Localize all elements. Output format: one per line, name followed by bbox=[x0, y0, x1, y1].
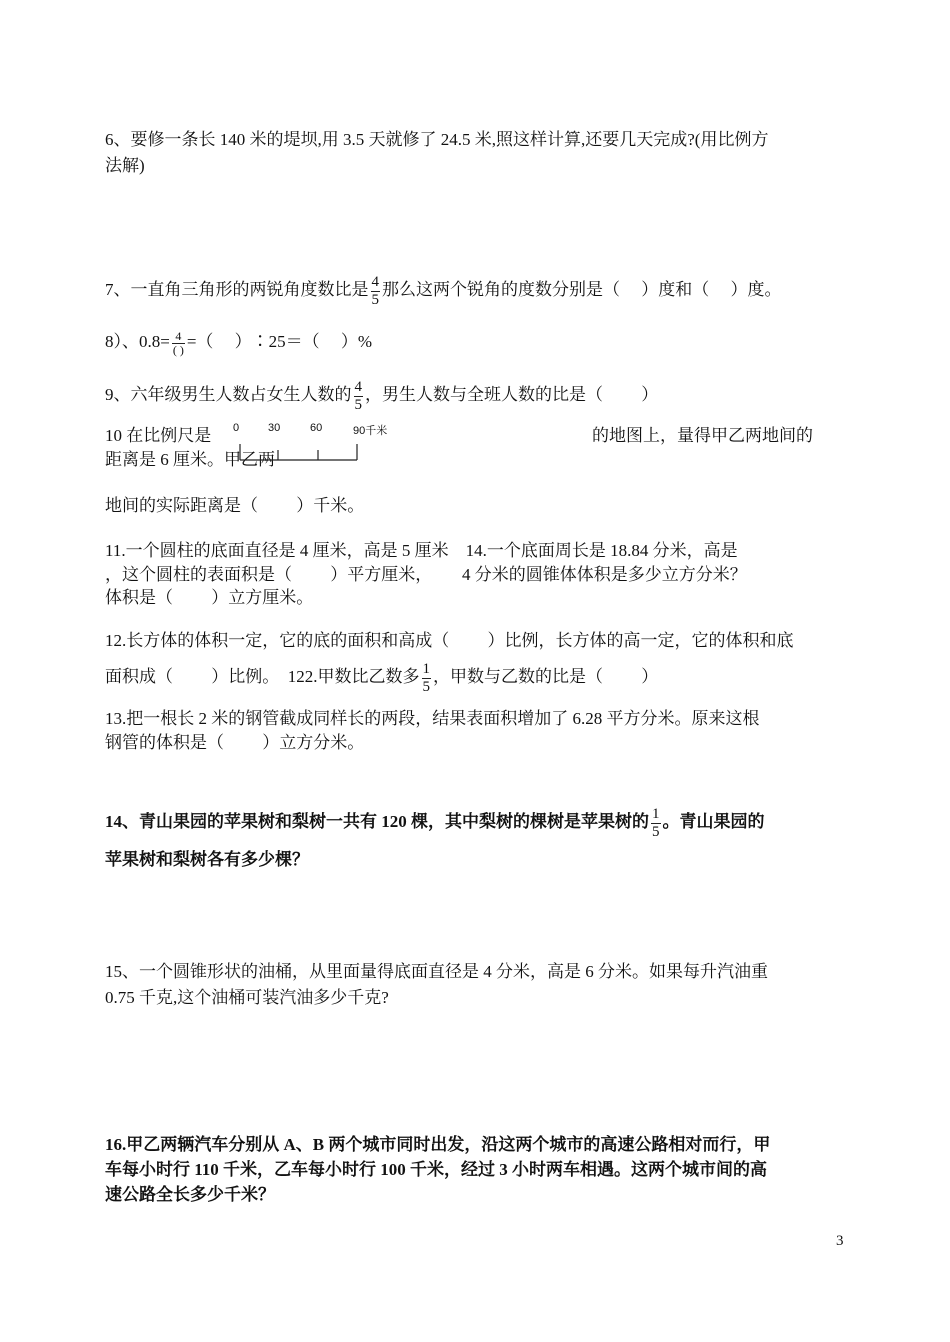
q7-text-before: 7、一直角三角形的两锐角度数比是 bbox=[105, 280, 369, 299]
q7-frac-den: 5 bbox=[371, 291, 379, 308]
q10-suffix: 的地图上，量得甲乙两地间的 bbox=[592, 426, 813, 445]
q9-fraction bbox=[354, 379, 364, 414]
q12-frac-num: 1 bbox=[422, 660, 430, 677]
q14-frac-num: 1 bbox=[652, 805, 660, 822]
q8-frac-den: ( ) bbox=[172, 342, 184, 357]
q12-text-after: ，甲数与乙数的比是（ ） bbox=[433, 667, 659, 686]
q16-line1: 16.甲乙两辆汽车分别从 A、B 两个城市同时出发，沿这两个城市的高速公路相对而行，甲 bbox=[105, 1135, 771, 1154]
q7-text-after: 那么这两个锐角的度数分别是（ ）度和（ ）度。 bbox=[382, 280, 782, 299]
q10-line2: 距离是 6 厘米。甲乙两 bbox=[105, 450, 275, 469]
q15-line2: 0.75 千克,这个油桶可装汽油多少千克? bbox=[105, 988, 389, 1007]
q9-frac-den: 5 bbox=[354, 396, 362, 413]
q8-fraction bbox=[172, 330, 185, 357]
q15-line1: 15、一个圆锥形状的油桶，从里面量得底面直径是 4 分米，高是 6 分米。如果每升汽油重 bbox=[105, 962, 768, 981]
q7-fraction bbox=[371, 274, 381, 309]
scale-bar bbox=[232, 422, 402, 464]
q8-frac-num: 4 bbox=[175, 328, 182, 343]
q13-line1: 13.把一根长 2 米的钢管截成同样长的两段，结果表面积增加了 6.28 平方分米。原来这根 bbox=[105, 709, 760, 728]
q8-text-before: 8）、0.8= bbox=[105, 332, 170, 351]
q8 bbox=[105, 322, 372, 362]
q11-line1: 11.一个圆柱的底面直径是 4 厘米，高是 5 厘米 14.一个底面周长是 18.84 分米，高是 bbox=[105, 541, 738, 560]
q10-prefix: 10 在比例尺是 bbox=[105, 426, 212, 445]
q9 bbox=[105, 375, 658, 415]
q9-frac-num: 4 bbox=[354, 378, 362, 395]
scale-label-0: 0 bbox=[233, 422, 240, 434]
q14-text-after: 。青山果园的 bbox=[662, 812, 765, 831]
scale-label-60: 60 bbox=[310, 422, 323, 434]
q6-line2: 法解) bbox=[105, 156, 145, 175]
scale-label-30: 30 bbox=[268, 422, 281, 434]
q14-fraction bbox=[651, 806, 661, 841]
q9-text-after: ，男生人数与全班人数的比是（ ） bbox=[365, 385, 659, 404]
q12-frac-den: 5 bbox=[422, 678, 430, 695]
q12-fraction bbox=[422, 661, 432, 696]
q16-line3: 速公路全长多少千米？ bbox=[105, 1185, 275, 1204]
q7-frac-num: 4 bbox=[371, 273, 379, 290]
q7 bbox=[105, 270, 782, 310]
q13-line2: 钢管的体积是（ ）立方分米。 bbox=[105, 733, 365, 752]
q6-line1: 6、要修一条长 140 米的堤坝,用 3.5 天就修了 24.5 米,照这样计算,还要几天完成?(用比例方 bbox=[105, 130, 769, 149]
q14-line2: 苹果树和梨树各有多少棵？ bbox=[105, 850, 309, 869]
q12-line1: 12.长方体的体积一定，它的底的面积和高成（ ）比例，长方体的高一定，它的体积和底 bbox=[105, 631, 794, 650]
q16-line2: 车每小时行 110 千米，乙车每小时行 100 千米，经过 3 小时两车相遇。这两个城市间的高 bbox=[105, 1160, 768, 1179]
q11-line2: ，这个圆柱的表面积是（ ）平方厘米， 4 分米的圆锥体体积是多少立方分米？ bbox=[105, 565, 747, 584]
q14-line1 bbox=[105, 802, 765, 842]
q9-text-before: 9、六年级男生人数占女生人数的 bbox=[105, 385, 352, 404]
scale-label-90: 90千米 bbox=[353, 425, 388, 437]
q10-line3: 地间的实际距离是（ ）千米。 bbox=[105, 496, 365, 515]
q12-line2 bbox=[105, 657, 658, 697]
scale-bar-lines bbox=[232, 422, 402, 464]
q12-text-before: 面积成（ ）比例。 122.甲数比乙数多 bbox=[105, 667, 420, 686]
q11-line3: 体积是（ ）立方厘米。 bbox=[105, 588, 314, 607]
page-number: 3 bbox=[836, 1233, 844, 1249]
q14-frac-den: 5 bbox=[652, 823, 660, 840]
q14-text-before: 14、青山果园的苹果树和梨树一共有 120 棵，其中梨树的棵树是苹果树的 bbox=[105, 812, 649, 831]
q8-text-after: =（ ）∶25＝（ ）% bbox=[186, 332, 373, 351]
